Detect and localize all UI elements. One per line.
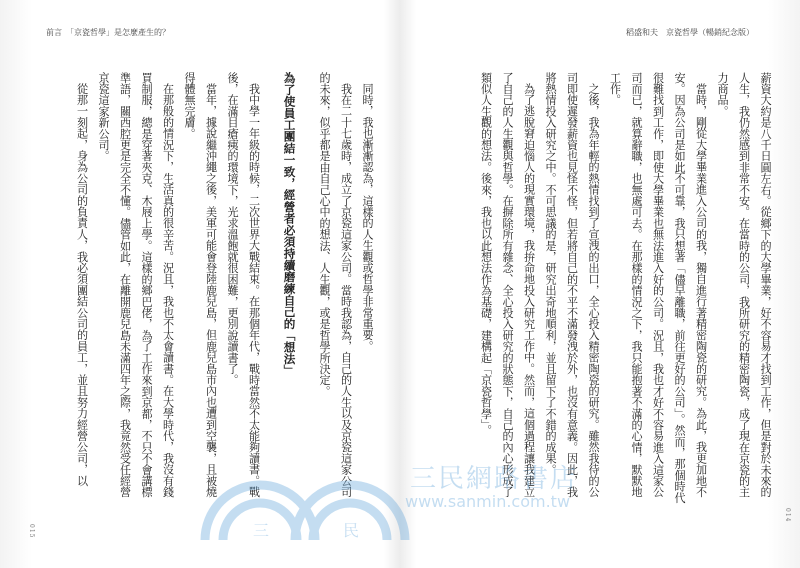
left-running-header: 前言 「京瓷哲學」是怎麼產生的？ (46, 28, 170, 37)
paragraph: 我中學一年級的時候，二次世界大戰結束。在那個年代，戰時當然不太能夠讀書。戰後，在滿目瘡痍的環境下，光求溫飽就很困難，更別說讀書了。 (226, 72, 261, 498)
paragraph: 在那般的情況下，生活真的很辛苦。況且，我也不太會讀書。在大學時代，我沒有錢買制服，總是穿著夾克、木屐上學。這樣的鄉巴佬，為了工作來到京都，不只不會講標準語，關西腔更是完全不懂。儘管如此，在離開鹿兒島未滿四年之際，我竟然受任經營京瓷這家新公司。 (97, 72, 175, 498)
logo-char: 三 (253, 521, 270, 540)
left-page-body (38, 72, 378, 508)
continued-paragraph: 薪資大約是八千日圓左右。從鄉下的大學畢業，好不容易才找到工作，但是對於未來的人生，我仍然感到非常不安。在當時的公司，我所研究的精密陶瓷，成了現在京瓷的主力商品。 (716, 72, 772, 498)
watermark-name: 三民網路書店 (410, 464, 579, 494)
paragraph: 當時，剛從大學畢業進入公司的我，獨自進行著精密陶瓷的研究。為此，我更加地不安。因為公司是如此不可靠，我只想著「儘早離職，前往更好的公司」。然而，那個時代很難找到工作，即使大學畢業也無法進入好的公司。況且，我也才好不容易進入這家公司而已，就算辭職，也無處可去。在那樣的情況之下，我只能抱著不滿的心情，默默地工作。 (608, 72, 708, 504)
page-number-left: 015 (28, 524, 35, 539)
right-page-body (476, 72, 776, 508)
right-running-header: 稻盛和夫 京瓷哲學（暢銷紀念版） (626, 28, 754, 37)
paragraph: 我在二十七歲時，成立了京瓷這家公司。當時我認為，自己的人生以及京瓷這家公司的未來，似乎都是由自己心中的想法、人生觀，或是哲學所決定。 (318, 72, 353, 498)
page-number-right: 014 (784, 508, 791, 523)
paragraph: 當年，據說繼沖繩之後，美軍可能會登陸鹿兒島，但鹿兒島市內也遭到空襲，且被燒得體無完膚。 (183, 72, 218, 498)
paragraph: 之後，我為年輕的熱情找到了宣洩的出口，全心投入精密陶瓷的研究。雖然我待的公司即使遲發薪資也見怪不怪，但若將自己的不平不滿發洩於外，也沒有意義。因此，我將熱情投入研究之中。不可思議的是，研究出奇地順利，並且留下了不錯的成果。 (544, 72, 600, 498)
paragraph: 為了逃脫窘迫惱人的現實環境，我拚命地投入研究工作中。然而，這個過程讓我建立了自己的人生觀與哲學。在摒除所有雜念、全心投入研究的狀態下，自己的內心形成了類似人生觀的想法。後來，我也以此想法作為基礎，建構起「京瓷哲學」。 (479, 72, 536, 498)
paragraph: 同時，我也漸漸認為，這樣的人生觀或哲學非常重要。 (361, 83, 374, 352)
paragraph: 從那一刻起，身為公司的負責人，我必須團結公司的員工，並且努力經營公司，以 (75, 83, 89, 487)
logo-char: 民 (343, 521, 360, 540)
section-heading: 為了使員工團結一致，經營者必須持續磨練自己的「想法」 (282, 72, 297, 377)
watermark-url: www.sanmin.com.tw (405, 492, 571, 511)
